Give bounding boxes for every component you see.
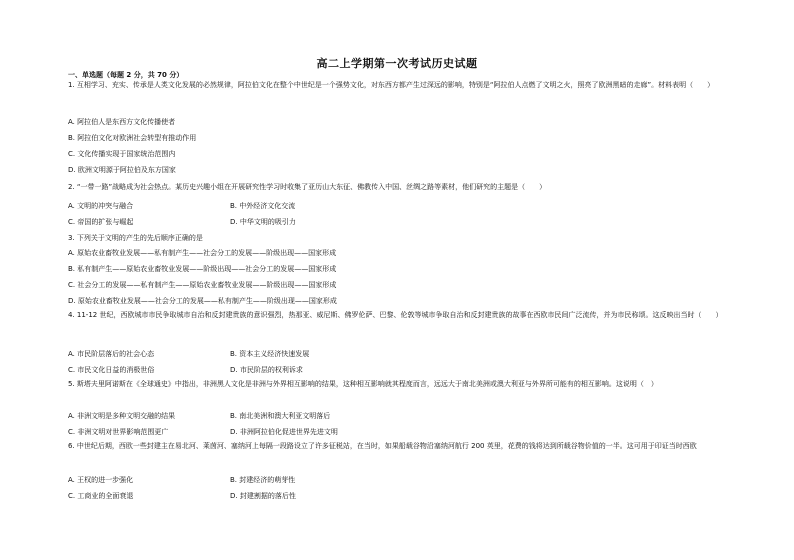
option-c: C. 社会分工的发展——私有制产生——原始农业畜牧业发展——阶级出现——国家形成	[68, 281, 337, 289]
question-stem: 5. 斯塔夫里阿诺斯在《全球通史》中指出，非洲黑人文化是非洲与外界相互影响的结果，这种相互影响就其程度而言，远远大于南北美洲或澳大利亚与外界所可能有的相互影响。这说明（ ）	[68, 380, 658, 388]
question-stem: 4. 11-12 世纪，西欧城市市民争取城市自治和反封建贵族的意识强烈，热那亚、威尼斯、佛罗伦萨、巴黎、伦敦等城市争取自治和反封建贵族的故事在西欧市民间广泛流传，并为市民称颂。这反映出当时（ ）	[68, 311, 723, 319]
option-c: C. 文化传播实现于国家统治范围内	[68, 150, 176, 158]
option-c: C. 帝国的扩张与崛起	[68, 218, 134, 226]
option-b: B. 中外经济文化交流	[230, 202, 296, 210]
question-stem: 1. 互相学习、充实、传承是人类文化发展的必然规律，阿拉伯文化在整个中世纪是一个强势文化，对东西方都产生过深远的影响，特别是“阿拉伯人点燃了文明之火，照亮了欧洲黑暗的走廊”。材料表明（ ）	[68, 81, 715, 89]
option-d: D. 封建割据的落后性	[230, 492, 296, 500]
option-b: B. 私有制产生——原始农业畜牧业发展——阶级出现——社会分工的发展——国家形成	[68, 265, 337, 273]
option-b: B. 阿拉伯文化对欧洲社会转型有推动作用	[68, 134, 197, 142]
option-a: A. 原始农业畜牧业发展——私有制产生——社会分工的发展——阶级出现——国家形成	[68, 249, 337, 257]
section-heading: 一、单选题（每题 2 分，共 70 分）	[68, 71, 184, 79]
option-b: B. 南北美洲和澳大利亚文明落后	[230, 412, 331, 420]
question-stem: 6. 中世纪后期，西欧一些封建主在易北河、莱茵河、塞纳河上每隔一段路设立了许多征税站，在当时，如果船载谷物沿塞纳河航行 200 英里，花费的钱将达到所载谷物价值的一半。这可用于印证当时西欧	[68, 442, 697, 450]
option-b: B. 资本主义经济快速发展	[230, 350, 310, 358]
option-d: D. 市民阶层的权利诉求	[230, 366, 303, 374]
option-a: A. 市民阶层落后的社会心态	[68, 350, 155, 358]
option-d: D. 原始农业畜牧业发展——社会分工的发展——私有制产生——阶级出现——国家形成	[68, 297, 337, 305]
option-a: A. 阿拉伯人是东西方文化传播使者	[68, 118, 176, 126]
option-c: C. 工商业的全面衰退	[68, 492, 134, 500]
page-title: 高二上学期第一次考试历史试题	[316, 57, 478, 70]
option-c: C. 市民文化日益的消极世俗	[68, 366, 155, 374]
question-stem: 2. “一带一路”战略成为社会热点。某历史兴趣小组在开展研究性学习时收集了亚历山大东征、佛教传入中国、丝绸之路等素材，他们研究的主题是（ ）	[68, 183, 547, 191]
option-d: D. 中华文明的吸引力	[230, 218, 296, 226]
option-a: A. 王权的进一步强化	[68, 476, 134, 484]
option-d: D. 欧洲文明源于阿拉伯及东方国家	[68, 166, 176, 174]
option-b: B. 封建经济的萌芽性	[230, 476, 296, 484]
option-c: C. 非洲文明对世界影响范围更广	[68, 428, 169, 436]
option-d: D. 非洲阿拉伯化促进世界先进文明	[230, 428, 338, 436]
option-a: A. 文明的冲突与融合	[68, 202, 134, 210]
option-a: A. 非洲文明是多种文明交融的结果	[68, 412, 176, 420]
question-stem: 3. 下列关于文明的产生的先后顺序正确的是	[68, 234, 203, 242]
